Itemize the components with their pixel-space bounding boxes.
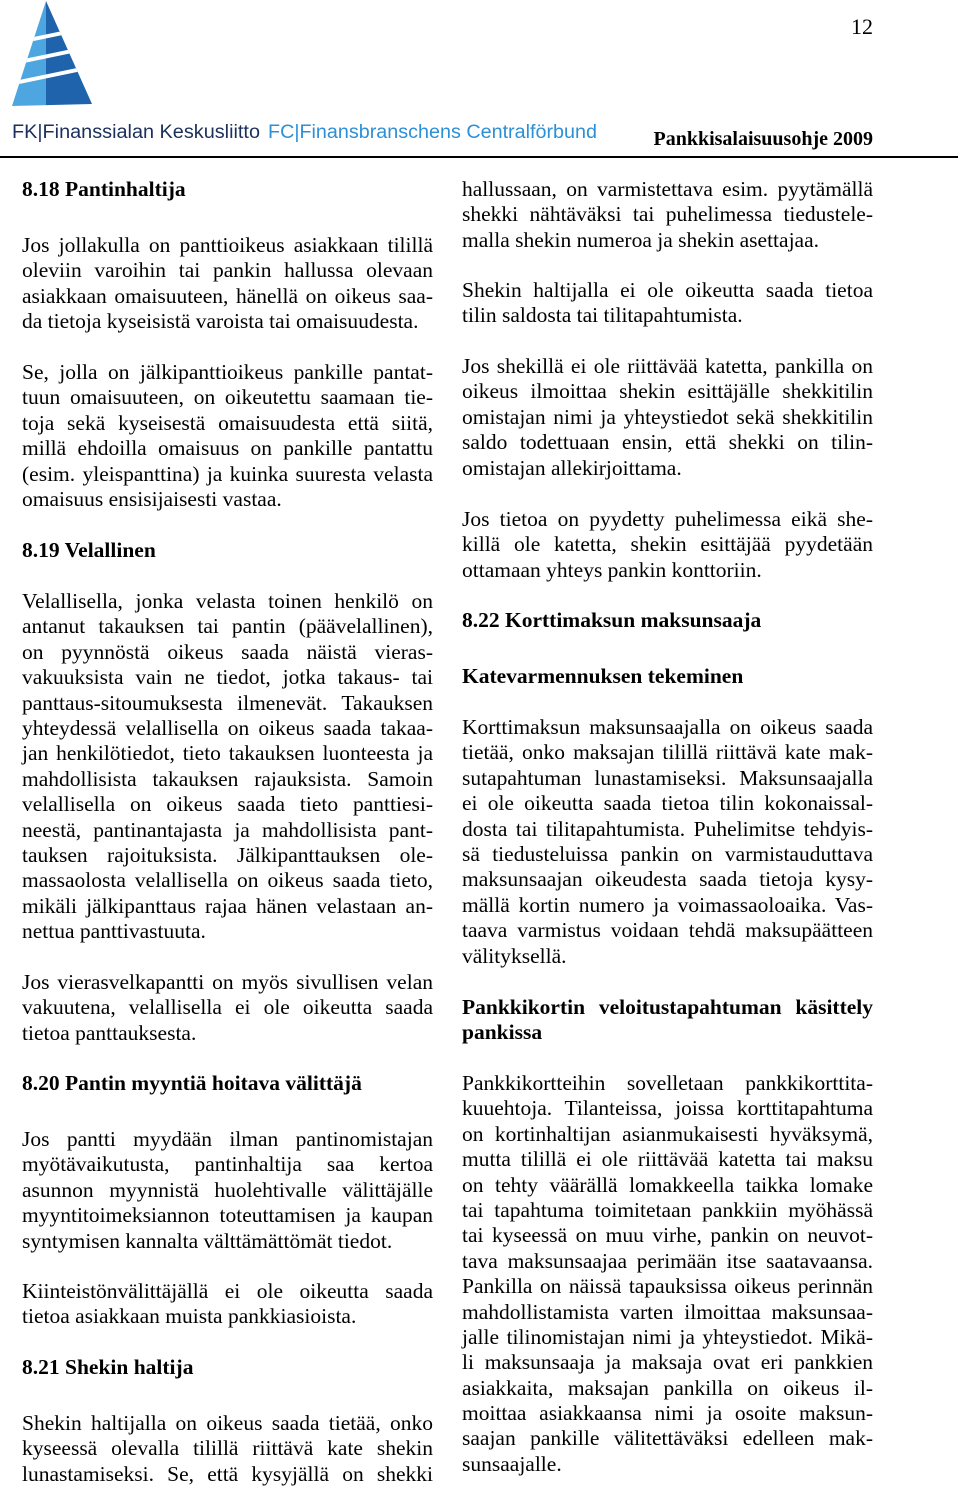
paragraph	[22, 1127, 433, 1254]
text-line: Pankilla on näissä tapauksissa oikeus perinnän	[462, 1274, 873, 1299]
text-line: taava varmistus voidaan tehdä maksupäätteen	[462, 918, 873, 943]
text-line: ottamaan yhteys pankin konttoriin.	[462, 557, 762, 582]
text-line: Shekin haltijalla ei ole oikeutta saada tietoa	[462, 278, 873, 302]
text-line: sunsaajalle.	[462, 1451, 562, 1476]
text-line: myyntitoimeksiannon toteuttamisen ja kaupan	[22, 1203, 433, 1228]
paragraph	[22, 970, 433, 1046]
section-heading	[22, 1071, 433, 1096]
section-heading	[22, 177, 433, 202]
text-line: tilin saldosta tai tilitapahtumista.	[462, 303, 743, 328]
text-line: killä ole katetta, shekin esittäjää pyydetään	[462, 532, 873, 557]
heading-line: pankissa	[462, 1020, 543, 1045]
logo-text-sv: FC|Finansbranschens Centralförbund	[268, 122, 597, 143]
text-line: Jos jollakulla on panttioikeus asiakkaan tilillä	[22, 233, 433, 257]
text-line: tai tapahtuma toimitetaan pankkiin myöhässä	[462, 1197, 873, 1222]
text-line: Jos vierasvelkapantti on myös sivullisen velan	[22, 970, 433, 994]
text-line: tai kyseessä on muu virhe, pankin on neuvot-	[462, 1223, 873, 1248]
text-line: lunastamiseksi. Se, että kysyjällä on shekki	[22, 1461, 433, 1486]
text-line: neestä, pantinantajasta ja mahdollisista pant-	[22, 817, 433, 842]
text-line: maksunsaajan oikeudesta saada tietoja kysy-	[462, 867, 873, 892]
text-line: mahdollistamista varten ilmoittaa maksunsaa-	[462, 1299, 873, 1324]
text-line: välityksellä.	[462, 943, 567, 968]
text-line: tietää, onko maksajan tilillä riittävä kate mak-	[462, 740, 873, 765]
text-line: tuun omaisuuteen, on oikeutettu saamaan tie-	[22, 385, 433, 410]
text-line: Pankkikortteihin sovelletaan pankkikorttita-	[462, 1071, 873, 1095]
heading-line: 8.19 Velallinen	[22, 538, 156, 562]
paragraph	[462, 177, 873, 253]
text-line: panttaus-sitoumuksesta ilmenevät. Takauksen	[22, 690, 433, 715]
text-line: Korttimaksun maksunsaajalla on oikeus saada	[462, 715, 873, 739]
section-heading	[462, 995, 873, 1046]
paragraph	[22, 233, 433, 335]
paragraph	[22, 1411, 433, 1487]
text-line: toja sekä kyseisestä omaisuudesta että siitä,	[22, 410, 433, 435]
text-line: omaisuus ensisijaisesti vastaa.	[22, 486, 282, 511]
text-line: millä ehdoilla omaisuus on pankille pantattu	[22, 436, 433, 461]
text-line: ei ole oikeutta saada tietoa tilin kokonaissal-	[462, 791, 873, 816]
text-line: asunnon myynnistä huolehtivalle välittäjälle	[22, 1177, 433, 1202]
text-line: nettua panttivastuuta.	[22, 919, 206, 944]
text-line: on tehty väärällä lomakkeella taikka lomake	[462, 1172, 873, 1197]
text-line: vakuutena, velallisella ei ole oikeutta saada	[22, 995, 433, 1020]
text-line: kuuehtoja. Tilanteissa, joissa korttitapahtuma	[462, 1096, 873, 1121]
paragraph	[462, 1071, 873, 1477]
section-heading	[462, 608, 873, 633]
text-line: on pyynnöstä oikeus saada näistä vieras-	[22, 639, 433, 664]
section-heading	[22, 1355, 433, 1380]
heading-line: 8.20 Pantin myyntiä hoitava välittäjä	[22, 1071, 362, 1095]
text-line: dosta tai tilitapahtumista. Puhelimitse tehdyis-	[462, 816, 873, 841]
text-line: oikeus ilmoittaa shekin esittäjälle shekkitilin	[462, 379, 873, 404]
text-line: kyseessä olevalla tilillä riittävä kate shekin	[22, 1436, 433, 1461]
paragraph	[22, 360, 433, 512]
text-line: (esim. yleispanttina) ja kuinka suuresta velasta	[22, 461, 433, 486]
paragraph	[22, 1279, 433, 1330]
heading-line: Katevarmennuksen tekeminen	[462, 664, 744, 688]
text-line: sä tiedusteluissa pankin on varmistauduttava	[462, 841, 873, 866]
text-line: malla shekin numeroa ja shekin asettajaa.	[462, 227, 820, 252]
text-line: Shekin haltijalla on oikeus saada tietää, onko	[22, 1411, 433, 1435]
text-line: oleviin varoihin tai pankin hallussa olevaan	[22, 258, 433, 283]
heading-line: 8.18 Pantinhaltija	[22, 177, 186, 201]
text-line: on kortinhaltijan asianmukaisesti hyväksymä,	[462, 1121, 873, 1146]
text-line: asiakkaan omaisuuteen, hänellä on oikeus saa-	[22, 283, 433, 308]
text-line: omistajan allekirjoittama.	[462, 455, 682, 480]
text-line: Kiinteistönvälittäjällä ei ole oikeutta saada	[22, 1279, 433, 1303]
text-line: tava maksunsaajaa perimään itse saatavaansa.	[462, 1248, 873, 1273]
logo-text-fi: FK|Finanssialan Keskusliitto	[12, 122, 260, 143]
text-line: mikäli jälkipanttaus rajaa hänen velastaan an-	[22, 893, 433, 918]
text-line: velallisella on oikeus saada tieto panttiesi-	[22, 792, 433, 817]
text-line: shekki nähtäväksi tai puhelimessa tiedustele-	[462, 202, 873, 227]
text-line: saajan pankille välitettäväksi edelleen mak-	[462, 1426, 873, 1451]
text-line: Se, jolla on jälkipanttioikeus pankille pantat-	[22, 360, 433, 384]
text-line: hallussaan, on varmistettava esim. pyytämällä	[462, 177, 873, 201]
text-line: Jos pantti myydään ilman pantinomistajan	[22, 1127, 433, 1151]
text-line: jan henkilötiedot, tieto takauksen luonteesta ja	[22, 741, 433, 766]
text-line: mällä kortin numero ja voimassaoloaika. Vas-	[462, 892, 873, 917]
text-line: mutta tilillä ei ole riittävää katetta tai maksu	[462, 1147, 873, 1172]
paragraph	[462, 507, 873, 583]
text-line: syntymisen kannalta välttämättömät tiedot.	[22, 1228, 393, 1253]
text-line: vakuuksista vain ne tiedot, jotka takaus- tai	[22, 665, 433, 690]
text-line: li maksunsaaja ja maksaja ovat eri pankkien	[462, 1350, 873, 1375]
right-column	[462, 0, 873, 1489]
paragraph	[462, 715, 873, 969]
text-line: Jos shekillä ei ole riittävää katetta, pankilla on	[462, 354, 873, 378]
text-line: saldo todettuaan ensin, että shekki on tilin-	[462, 430, 873, 455]
section-heading	[22, 538, 433, 563]
text-line: asiakkaita, maksajan pankilla on oikeus il-	[462, 1375, 873, 1400]
text-line: Jos tietoa on pyydetty puhelimessa eikä she-	[462, 507, 873, 531]
text-line: Velallisella, jonka velasta toinen henkilö on	[22, 589, 433, 613]
text-line: antanut takauksen tai pantin (päävelallinen),	[22, 614, 433, 639]
text-line: yhteydessä velallisella on oikeus saada takaa-	[22, 715, 433, 740]
section-heading	[462, 664, 873, 689]
paragraph	[462, 354, 873, 481]
heading-line: Pankkikortin veloitustapahtuman käsittely	[462, 995, 873, 1019]
paragraph	[462, 278, 873, 329]
text-line: omistajan nimi ja yhteystiedot sekä shekkitilin	[462, 404, 873, 429]
text-line: jalle tilinomistajan nimi ja yhteystiedot. Mikä-	[462, 1324, 873, 1349]
heading-line: 8.21 Shekin haltija	[22, 1355, 194, 1379]
text-line: tietoa asiakkaan muista pankkiasioista.	[22, 1304, 357, 1329]
text-line: myötävaikutusta, pantinhaltija saa kertoa	[22, 1152, 433, 1177]
text-line: mahdollisista takauksen rajauksista. Samoin	[22, 766, 433, 791]
text-line: sutapahtuman lunastamiseksi. Maksunsaajalla	[462, 765, 873, 790]
text-line: tietoa panttauksesta.	[22, 1020, 197, 1045]
left-column	[22, 0, 433, 1489]
heading-line: 8.22 Korttimaksun maksunsaaja	[462, 608, 762, 632]
text-line: moittaa asiakkaansa nimi ja osoite maksun-	[462, 1401, 873, 1426]
document-title: Pankkisalaisuusohje 2009	[653, 128, 873, 150]
page-number: 12	[851, 14, 873, 39]
text-line: da tietoja kyseisistä varoista tai omaisuudesta.	[22, 309, 419, 334]
paragraph	[22, 589, 433, 944]
text-line: tauksen rajoituksista. Jälkipanttauksen ole-	[22, 842, 433, 867]
text-line: massaolosta velallisella on oikeus saada tieto,	[22, 868, 433, 893]
